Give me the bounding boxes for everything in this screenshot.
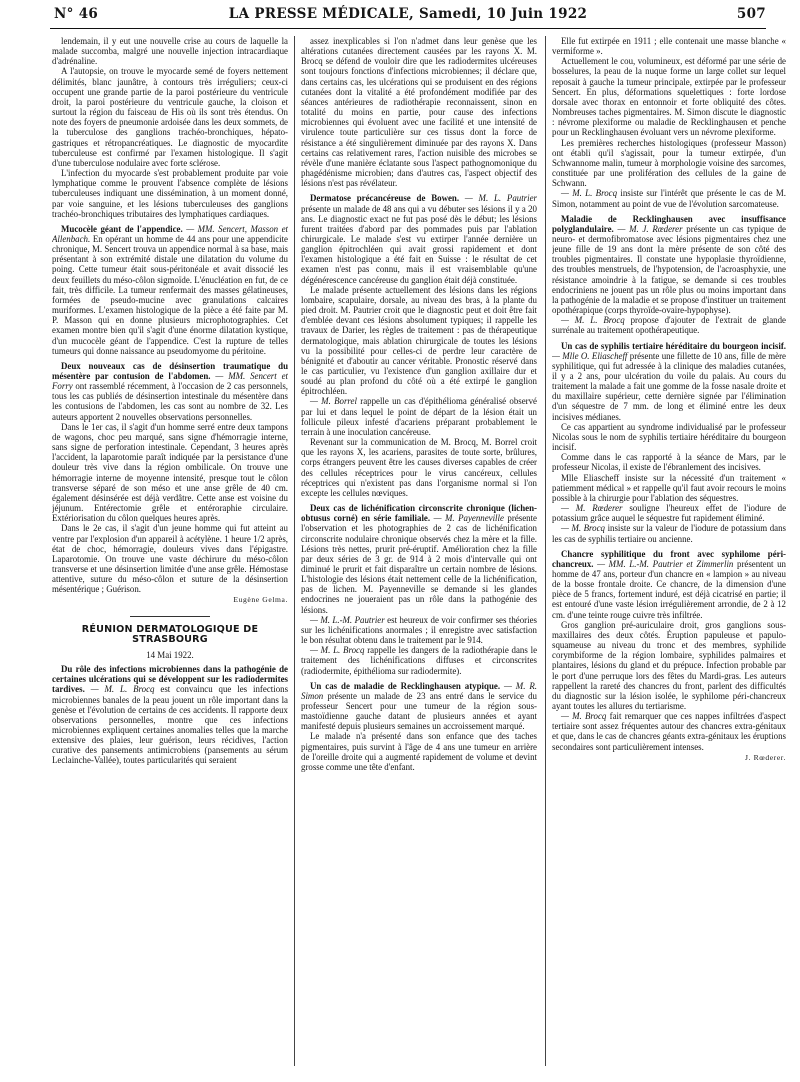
article-title: Chancre syphilitique du front avec syphilome péri-chancreux. [552, 548, 786, 569]
article-authors: — M. L. Pautrier [464, 193, 537, 204]
article-authors: — MM. Sencert et Forry [52, 371, 288, 392]
article-text: présente un malade de 48 ans qui a vu débuter ses lésions il y a 20 ans. Le diagnostic exact ne fut pas posé dès le début; les lésions furent traitées d'abord par des pommades puis par l'ablation chirurgicale. Le malade s'est vu extirper l'année dernière un ganglion épitrochléen qui avait grossi rapidement et dont l'examen histologique a été fait en Suisse : le résultat de cet examen n'est pas connu, mais il est vraisemblable qu'une dégénérescence cancéreuse du ganglion était déjà constituée. [301, 203, 537, 285]
article-text: insiste sur l'intérêt que présente le cas de M. Simon, notamment au point de vue de l'évolution sarcomateuse. [552, 188, 786, 209]
article-title: Un cas de syphilis tertiaire héréditaire du bourgeon incisif. [561, 340, 786, 351]
article-authors: — MM. Sencert, Masson et Allenbach. [52, 223, 288, 244]
article-authors: — M. L. Brocq [90, 684, 155, 695]
article-recklinghausen [301, 681, 537, 732]
paragraph: L'infection du myocarde s'est probablement produite par voie lymphatique comme le prouvent l'absence complète de lésions tuberculeuses indiquant une dissémination, à un moment donné, par voie sanguine, et les lésions tuberculeuses des ganglions trachéo-bronchiques tributaires des lymphatiques cardiaques. [52, 168, 288, 219]
column-3 [552, 36, 786, 1080]
article-lichenification [301, 503, 537, 615]
article-infections [52, 664, 288, 766]
article-authors: — M. L. Brocq [561, 315, 625, 326]
article-desinsertion [52, 361, 288, 422]
section-date: 14 Mai 1922. [146, 649, 194, 660]
section-rule [130, 616, 210, 617]
article-text: présente un cas typique de neuro- et dermofibromatose avec lésions pigmentaires chez une jeune fille de 19 ans dont la mère présente de son côté des troubles pigmentaires. Il constate une hypoplasie thyroïdienne, des troubles menstruels, de l'hypotension, de l'acroasphyxie, une résistance amoindrie à la fatigue, se demande si ces troubles endocriniens ne jouent pas un rôle plus ou moins important dans la pathogénie de la maladie et se propose d'instituer un traitement opothérapique (corps thyroïde-ovaire-hypophyse). [552, 223, 786, 316]
paragraph: Gros ganglion pré-auriculaire droit, gros ganglions sous-maxillaires des deux côtés. Éruption papuleuse et papulo-squameuse au niveau du tronc et des membres, syphilide corymbiforme de la région lombaire, syphilides palmaires et plantaires, lésions du gland et du prépuce. Infection probable par le port d'une perruque lors des fêtes du Mardi-gras. Les auteurs rappellent la rareté des chancres du front, parlent des difficultés du diagnostic sur la lésion isolée, le syphilome péri-chancreux ayant toutes les allures du tertiarisme. [552, 619, 786, 711]
article-title: Dermatose précancéreuse de Bowen. [310, 193, 460, 204]
column-divider [294, 36, 295, 1066]
article-brocq-iodure [552, 523, 786, 543]
article-text: fait remarquer que ces nappes infiltrées d'aspect tertiaire sont assez fréquentes autour des chancres extra-génitaux et que, dans le cas de chancres géants extra-génitaux les éruptions secondaires sont particulièrement intenses. [552, 711, 786, 752]
article-title: Du rôle des infections microbiennes dans la pathogénie de certaines ulcérations qui se développent sur les radiodermites tardives. [52, 664, 288, 695]
header-rule [50, 28, 766, 29]
article-text: souligne l'heureux effet de l'iodure de potassium grâce auquel le séquestre fut rapidement éliminé. [552, 503, 786, 524]
article-title: Mucocèle géant de l'appendice. [61, 223, 183, 234]
article-text: présente l'observation et les photographies de 2 cas de lichénification circonscrite nodulaire chronique observés chez la mère et la fille. Lésions très nettes, prurit pré-éruptif. Amélioration chez la fille par deux séries de 3 gr. de 914 à 2 mois d'intervalle qui ont diminué le prurit et fait disparaître un certain nombre de lésions. L'histologie des lésions était nettement celle de la lichénification, pas de lichen. M. Payenneville se demande si les glandes endocrines ne joueraient pas un rôle dans la pathogénie des lésions. [301, 513, 537, 615]
article-borrel [301, 396, 537, 437]
article-bowen [301, 193, 537, 284]
article-brocq-surrenale [552, 315, 786, 335]
paragraph: Le malade présente actuellement des lésions dans les régions lombaire, scapulaire, dorsale, au niveau des bras, à la plante du pied droit. M. Pautrier croit que le diagnostic peut et doit être fait d'emblée devant ces lésions absolument typiques; il rappelle les travaux de Darier, les règles de traitement : pas de thérapeutique dermatologique, mais ablation chirurgicale de toutes les lésions vu la possibilité pour celles-ci de perdre leur caractère de bénignité et d'aboutir au cancer véritable. Pronostic réservé dans le cas particulier, vu l'existence d'un ganglion axillaire dur et soudé au plan profond du côté où a été extirpé le ganglion épitrochléen. [301, 284, 537, 397]
article-brocq-reply [301, 645, 537, 675]
article-text: présentent un homme de 47 ans, porteur d'un chancre en « lampion » au niveau de la bosse frontale droite. Ce chancre, de la dimension d'une pièce de 5 francs, fortement induré, est déjà cicatrisé en partie; il est entouré d'une vaste lésion irrégulièrement arrondie, de 2 à 12 cm. d'une teinte rouge cuivre très infiltrée. [552, 558, 786, 620]
article-title: Deux nouveaux cas de désinsertion traumatique du mésentère par contusion de l'abdomen. [52, 360, 288, 381]
article-text: est heureux de voir confirmer ses théories sur les lichénifications anormales ; il enregistre avec satisfaction le bon résultat obtenu dans le traitement par le 914. [301, 614, 537, 646]
column-2 [301, 36, 537, 1080]
article-text: rappelle un cas d'épithélioma généralisé observé par lui et dans lequel le point de départ de la lésion était un follicule pileux infesté d'acariens préparant probablement le terrain à une inoculation cancéreuse. [301, 396, 537, 437]
article-chancre-front [552, 549, 786, 620]
paragraph: Les premières recherches histologiques (professeur Masson) ont établi qu'il s'agissait, pour la tumeur extirpée, d'un Schwannome malin, tumeur à morphologie voisine des sarcomes, constituée par une prolifération des cellules de la gaine de Schwann. [552, 137, 786, 189]
paragraph: Mlle Eliascheff insiste sur la nécessité d'un traitement « patiemment médical » et rappelle qu'il faut avoir recours le moins possible à la chirurgie pour l'ablation des séquestres. [552, 472, 786, 503]
paragraph: A l'autopsie, on trouve le myocarde semé de foyers nettement délimités, blanc jaunâtre, à contours très irréguliers; ceux-ci occupent une grande partie de la paroi postérieure du ventricule droit, la paroi postérieure du ventricule gauche, la cloison et surtout la région du faisceau de His où ils sont très étendus. On note des foyers de pneumonie ardoisée dans les deux sommets, de la tuberculose des ganglions trachéo-bronchiques, hépato-gastriques et rétropancréatiques. Le diagnostic de myocardite tuberculeuse est confirmé par l'examen histologique. Il s'agit d'une tuberculose nodulaire avec forte sclérose. [52, 66, 288, 168]
article-authors: — M. L. Brocq [561, 188, 618, 199]
article-text: présente un malade de 23 ans entré dans le service du professeur Sencert pour une tumeur de la région sous-mastoïdienne gauche datant de plusieurs années et ayant manifesté depuis plusieurs semaines un accroissement marqué. [301, 690, 537, 732]
article-polyglandulaire [552, 214, 786, 316]
article-title: Deux cas de lichénification circonscrite chronique (lichen-obtusus corné) en série familiale. [301, 503, 537, 524]
article-text: propose d'ajouter de l'extrait de glande surrénale au traitement opothérapeutique. [552, 315, 786, 336]
article-authors: — M. Brocq [561, 711, 607, 722]
paragraph: assez inexplicables si l'on n'admet dans leur genèse que les altérations cutanées directement causées par les rayons X. M. Brocq se défend de vouloir dire que les radiodermites ulcéreuses sont toujours fonctions d'infections microbiennes; il déclare que, dans certains cas, les ulcérations qui se produisent en des régions cutanées dont la vitalité a été profondément modifiée par des séances antérieures de radiothérapie reconnaissent, sinon en totalité du moins en partie, pour cause des infections microbiennes qui évoluent avec une facilité et une intensité de virulence toute particulière sur ces tissus dont la force de résistance a été singulièrement diminuée par des rayons X. Dans certains cas relativement rares, l'action nuisible des microbes se révèle d'une manière éclatante sous l'aspect pathognomonique du phagédénisme microbien; dans d'autres cas, l'aspect objectif des lésions n'est pas révélateur. [301, 36, 537, 189]
column-1 [52, 36, 288, 1080]
article-text: En opérant un homme de 44 ans pour une appendicite chronique, M. Sencert trouva un appendice normal à sa base, mais présentant à son extrémité distale une dilatation du volume du poing. Cette tumeur était sous-péritonéale et avait dissocié les deux feuillets du méso-côlon sigmoïde. L'énucléation en fut, de ce fait, très difficile. La tumeur renfermait des masses gélatineuses, formées de pseudo-mucine avec granulations calcaires muriformes. L'examen histologique de la pièce a été faite par M. P. Masson qui en donne plusieurs microphotographies. Cet examen montre bien qu'il s'agit d'une énorme dilatation kystique, d'un mucocèle géant de l'appendice. C'est la rupture de telles tumeurs qui donne naissance au pseudomyome du péritoine. [52, 233, 288, 356]
article-title: Un cas de maladie de Recklinghausen atypique. [310, 680, 501, 691]
article-authors: — M. R. Simon [301, 680, 537, 701]
paragraph: Actuellement le cou, volumineux, est déformé par une série de bosselures, la peau de la nuque forme un large collet sur lequel reposait à gauche la tumeur principale, extirpée par le professeur Sencert. En plus, déformations squelettiques : forte lordose dorsale avec thorax en entonnoir et forte obliquité des côtes. Nombreuses taches pigmentaires. M. Simon discute le diagnostic : névrome plexiforme ou maladie de Recklinghausen et penche pour un Recklinghausen évoluant vers un névrome plexiforme. [552, 56, 786, 138]
paragraph: Revenant sur la communication de M. Brocq, M. Borrel croit que les rayons X, les acariens, parasites de toute sorte, brûlures, corps étrangers peuvent être les causes diverses capables de créer des cellules réceptrices pour le virus cancéreux, cellules réceptrices qui n'existent pas dans l'organisme normal si l'on excepte les cellules nœviques. [301, 437, 537, 498]
page-header [50, 6, 766, 28]
article-authors: — MM. L.-M. Pautrier et Zimmerlin [597, 558, 734, 569]
article-pautrier-reply [301, 615, 537, 645]
article-authors: — M. L. Brocq [310, 645, 365, 656]
paragraph: Elle fut extirpée en 1911 ; elle contenait une masse blanche « vermiforme ». [552, 36, 786, 57]
article-authors: — M. J. Rœderer [617, 223, 683, 234]
signature: J. Rœderer. [745, 752, 786, 762]
paragraph: Dans le 1er cas, il s'agit d'un homme serré entre deux tampons de wagons, choc peu marqué, sans signe d'hémorragie interne, sans signe de perforation intestinale. Cependant, 3 heures après l'accident, la laparotomie paraît indiquée par la persistance d'une douleur très vive dans la région ombilicale. On trouve une hémorragie interne de moyenne intensité, presque tout le côlon transverse séparé de son méso et une anse grêle de 40 cm. également désinsérée est déjà verdâtre. Cette anse est voisine du jéjunum. Entérectomie grêle et entéroraphie circulaire. Extériorisation du côlon quelques heures après. [52, 421, 288, 524]
article-text: présente une fillette de 10 ans, fille de mère syphilitique, qui fut adressée à la clinique des maladies cutanées, il y a 2 ans, pour ulcération du voile du palais. Au cours du traitement la malade a fait une gomme de la fosse nasale droite et du maxillaire supérieur, cette dernière signée par l'élimination d'un séquestre de 7 mm. de long et éliminé entre les deux incisives médianes. [552, 350, 786, 422]
article-title: Maladie de Recklinghausen avec insuffisance polyglandulaire. [552, 213, 786, 234]
article-authors: — M. Rœderer [561, 503, 623, 514]
journal-title: LA PRESSE MÉDICALE, Samedi, 10 Juin 1922 [228, 6, 588, 22]
paragraph: lendemain, il y eut une nouvelle crise au cours de laquelle la malade succomba, malgré une nouvelle injection intracardiaque d'adrénaline. [52, 36, 288, 67]
article-authors: — Mlle O. Eliascheff [552, 350, 628, 361]
article-text: rappelle les dangers de la radiothérapie dans le traitement des lichénifications diffuses et circonscrites (radiodermite, épithélioma sur radiodermite). [301, 645, 537, 676]
article-syphilis-incisif [552, 341, 786, 422]
article-brocq-chancres [552, 711, 786, 752]
article-text: ont rassemblé récemment, à l'occasion de 2 cas personnels, tous les cas publiés de désinsertion intestinale du mésentère dans les contusions de l'abdomen, les cas sont au nombre de 32. Les auteurs apportent 2 nouvelles observations personnelles. [52, 381, 288, 422]
article-brocq-comment [552, 188, 786, 208]
article-text: insiste sur la valeur de l'iodure de potassium dans les cas de syphilis tertiaire ou ancienne. [552, 523, 786, 544]
signature: Eugène Gelma. [233, 595, 288, 605]
article-authors: — M. L.-M. Pautrier [310, 614, 385, 625]
section-title: RÉUNION DERMATOLOGIQUE DE STRASBOURG [81, 623, 259, 645]
paragraph: Ce cas appartient au syndrome individualisé par le professeur Nicolas sous le nom de syphilis tertiaire héréditaire du bourgeon incisif. [552, 421, 786, 453]
page-number: 507 [736, 6, 766, 22]
paragraph: Comme dans le cas rapporté à la séance de Mars, par le professeur Nicolas, il existe de l'ébranlement des incisives. [552, 452, 786, 473]
article-text: est convaincu que les infections microbiennes banales de la peau jouent un rôle important dans la genèse et l'évolution de certains de ces accidents. Il rapporte deux observations personnelles, montre que ces infections microbiennes expliquent certaines anomalies telles que la marche extensive des plaies, leur guérison, leurs récidives, l'action curative des pansements antimicrobiens (pansements au sérum Leclainche-Vallée), toutes particularités qui seraient [52, 684, 288, 766]
issue-number: N° 46 [54, 6, 99, 22]
article-authors: — M. Payenneville [433, 513, 504, 524]
article-authors: — M. Brocq [561, 523, 605, 534]
article-mucocele [52, 224, 288, 356]
column-divider [545, 36, 546, 1066]
article-roederer-comment [552, 503, 786, 523]
paragraph: Dans le 2e cas, il s'agit d'un jeune homme qui fut atteint au ventre par l'explosion d'un appareil à acétylène. 1 heure 1/2 après, état de choc, hémorragie, douleurs vives dans l'épigastre. Laparotomie. On trouve une vaste déchirure du méso-côlon transverse et une désinsertion limitée d'une anse grêle. Hémostase attentive, suture du méso-côlon et suture de la désinsertion mésentérique ; Guérison. [52, 523, 288, 595]
paragraph: Le malade n'a présenté dans son enfance que des taches pigmentaires, puis survint à l'âge de 4 ans une tumeur en arrière de l'oreille droite qui a augmenté rapidement de volume et devint grosse comme une tête d'enfant. [301, 731, 537, 772]
article-authors: — M. Borrel [310, 396, 357, 407]
